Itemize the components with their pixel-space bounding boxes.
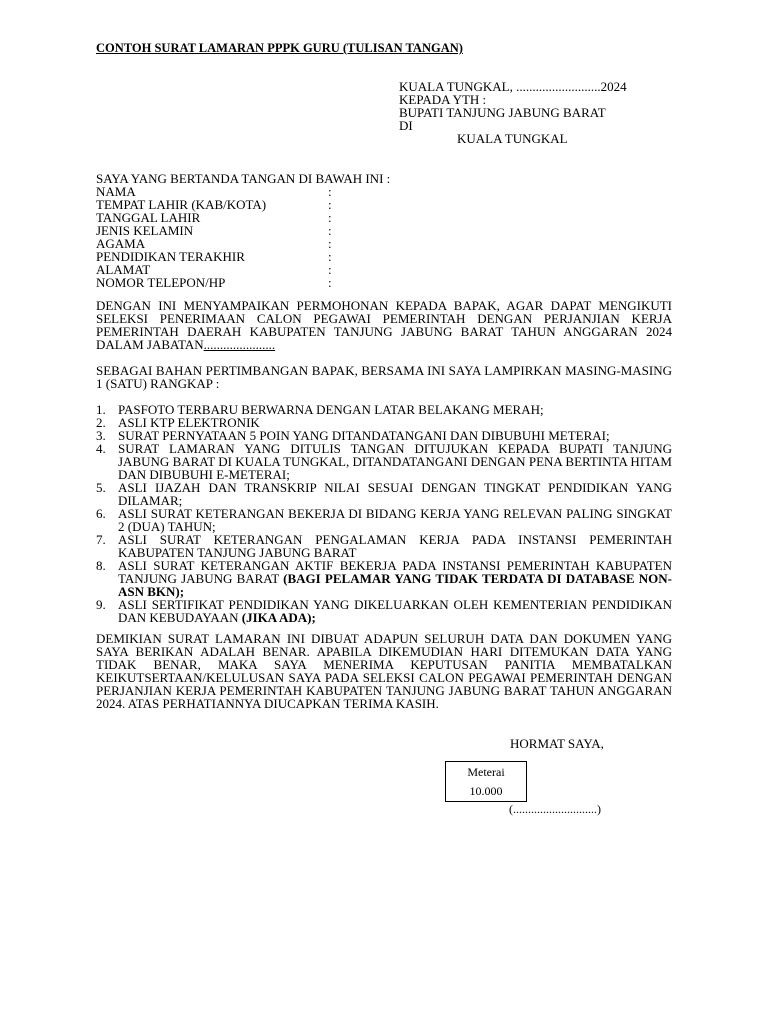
item-text: ASLI KTP ELEKTRONIK xyxy=(118,415,260,430)
item-number: 6. xyxy=(96,506,106,521)
field-label: TANGGAL LAHIR xyxy=(96,210,201,225)
identity-field xyxy=(96,224,676,237)
identity-field xyxy=(96,276,676,289)
place-date: KUALA TUNGKAL, ..........................2024 xyxy=(399,79,627,94)
item-text: PASFOTO TERBARU BERWARNA DENGAN LATAR BELAKANG MERAH; xyxy=(118,402,544,417)
list-item xyxy=(96,442,672,481)
item-number: 8. xyxy=(96,558,106,573)
item-number: 9. xyxy=(96,597,106,612)
item-number: 3. xyxy=(96,428,106,443)
application-paragraph xyxy=(96,299,672,351)
field-label: JENIS KELAMIN xyxy=(96,223,194,238)
closing-paragraph: DEMIKIAN SURAT LAMARAN INI DIBUAT ADAPUN SELURUH DATA DAN DOKUMEN YANG SAYA BERIKAN ADALAH BENAR. APABILA DIKEMUDIAN HARI DITEMUKAN DATA YANG TIDAK BENAR, MAKA SAYA MENERIMA KEPUTUSAN PANITIA MEMBATALKAN KEIKUTSERTAAN/KELULUSAN SAYA PADA SELEKSI CALON PEGAWAI PEMERINTAH DENGAN PERJANJIAN KERJA PEMERINTAH KABUPATEN TANJUNG JABUNG BARAT TAHUN ANGGARAN 2024. ATAS PERHATIANNYA DIUCAPKAN TERIMA KASIH. xyxy=(96,631,672,711)
field-label: NAMA xyxy=(96,184,136,199)
field-colon: : xyxy=(328,197,332,212)
recipient-address xyxy=(399,80,659,145)
item-number: 1. xyxy=(96,402,106,417)
field-colon: : xyxy=(328,210,332,225)
item-number: 2. xyxy=(96,415,106,430)
list-item xyxy=(96,481,672,507)
attachment-list xyxy=(96,403,672,624)
item-text: ASLI SURAT KETERANGAN BEKERJA DI BIDANG KERJA YANG RELEVAN PALING SINGKAT 2 (DUA) TAHUN; xyxy=(118,506,672,534)
attachment-intro: SEBAGAI BAHAN PERTIMBANGAN BAPAK, BERSAMA INI SAYA LAMPIRKAN MASING-MASING 1 (SATU) RANGKAP : xyxy=(96,363,672,391)
item-text: ASLI SURAT KETERANGAN PENGALAMAN KERJA PADA INSTANSI PEMERINTAH KABUPATEN TANJUNG JABUNG BARAT xyxy=(118,532,672,560)
field-label: NOMOR TELEPON/HP xyxy=(96,275,226,290)
document-title: CONTOH SURAT LAMARAN PPPK GURU (TULISAN TANGAN) xyxy=(96,41,463,55)
field-colon: : xyxy=(328,275,332,290)
meterai-value: 10.000 xyxy=(469,784,503,798)
application-text: DENGAN INI MENYAMPAIKAN PERMOHONAN KEPADA BAPAK, AGAR DAPAT MENGIKUTI SELEKSI PENERIMAAN CALON PEGAWAI PEMERINTAH DENGAN PERJANJIAN KERJA PEMERINTAH DAERAH KABUPATEN TANJUNG JABUNG BARAT TAHUN ANGGARAN 2024 DALAM JABATAN xyxy=(96,298,672,352)
list-item xyxy=(96,533,672,559)
item-text: SURAT PERNYATAAN 5 POIN YANG DITANDATANGANI DAN DIBUBUHI METERAI; xyxy=(118,428,610,443)
item-text: ASLI SURAT KETERANGAN AKTIF BEKERJA PADA INSTANSI PEMERINTAH KABUPATEN TANJUNG JABUNG BARAT xyxy=(118,558,672,586)
address-di: DI xyxy=(399,118,413,133)
field-label: PENDIDIKAN TERAKHIR xyxy=(96,249,245,264)
field-colon: : xyxy=(328,184,332,199)
meterai-box xyxy=(445,761,527,802)
signature-placeholder: (............................) xyxy=(509,802,601,816)
field-colon: : xyxy=(328,236,332,251)
field-colon: : xyxy=(328,249,332,264)
list-item xyxy=(96,559,672,598)
identity-section xyxy=(96,172,676,289)
identity-intro: SAYA YANG BERTANDA TANGAN DI BAWAH INI : xyxy=(96,171,391,186)
field-colon: : xyxy=(328,223,332,238)
item-text: SURAT LAMARAN YANG DITULIS TANGAN DITUJUKAN KEPADA BUPATI TANJUNG JABUNG BARAT DI KUALA TUNGKAL, DITANDATANGANI DENGAN PENA BERTINTA HITAM DAN DIBUBUHI E-METERAI; xyxy=(118,441,672,482)
meterai-label: Meterai xyxy=(467,765,505,779)
address-to: KEPADA YTH : xyxy=(399,92,487,107)
item-number: 5. xyxy=(96,480,106,495)
item-number: 4. xyxy=(96,441,106,456)
item-number: 7. xyxy=(96,532,106,547)
item-bold-text: (BAGI PELAMAR YANG TIDAK TERDATA DI DATABASE NON-ASN BKN); xyxy=(118,571,672,599)
field-label: ALAMAT xyxy=(96,262,151,277)
item-text: ASLI SERTIFIKAT PENDIDIKAN YANG DIKELUARKAN OLEH KEMENTERIAN PENDIDIKAN DAN KEBUDAYAAN xyxy=(118,597,672,625)
position-blank: ...................... xyxy=(203,337,276,352)
list-item xyxy=(96,507,672,533)
field-label: TEMPAT LAHIR (KAB/KOTA) xyxy=(96,197,267,212)
address-city: KUALA TUNGKAL xyxy=(457,131,568,146)
address-recipient: BUPATI TANJUNG JABUNG BARAT xyxy=(399,105,606,120)
closing-salutation: HORMAT SAYA, xyxy=(510,736,604,751)
identity-field xyxy=(96,250,676,263)
field-colon: : xyxy=(328,262,332,277)
list-item xyxy=(96,598,672,624)
field-label: AGAMA xyxy=(96,236,146,251)
item-bold-text: (JIKA ADA); xyxy=(241,610,316,625)
item-text: ASLI IJAZAH DAN TRANSKRIP NILAI SESUAI DENGAN TINGKAT PENDIDIKAN YANG DILAMAR; xyxy=(118,480,672,508)
